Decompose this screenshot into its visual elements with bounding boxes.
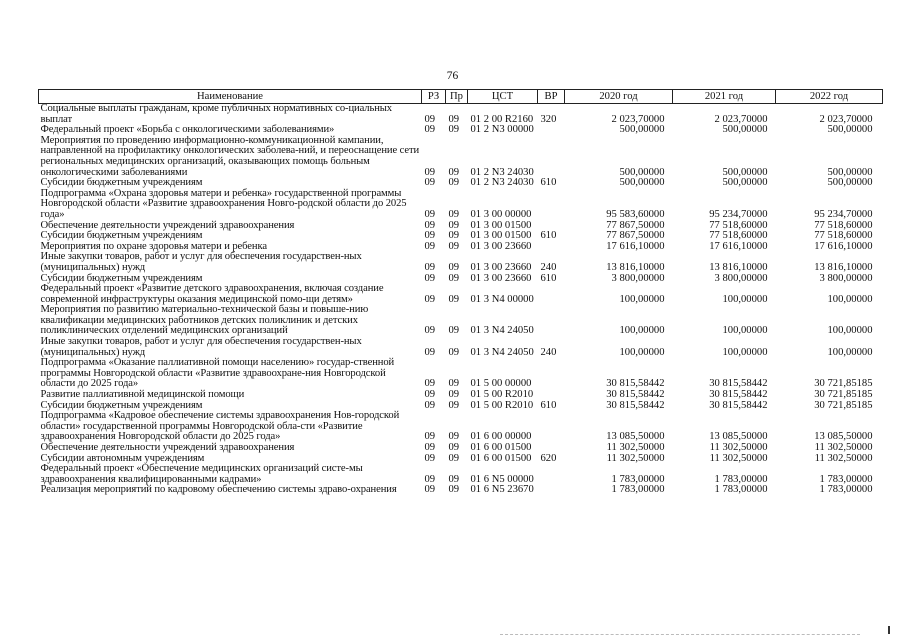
col-header-2022: 2022 год bbox=[776, 90, 883, 104]
table-row bbox=[39, 104, 883, 126]
row-name: Обеспечение деятельности учреждений здравоохранения bbox=[40, 219, 295, 231]
row-pr: 09 bbox=[448, 431, 460, 443]
row-2021: 17 616,10000 bbox=[709, 240, 768, 252]
row-pr: 09 bbox=[448, 346, 460, 358]
row-cst: 01 3 N4 24050 bbox=[470, 346, 534, 358]
row-2020: 11 302,50000 bbox=[606, 442, 665, 453]
row-2020: 30 815,58442 bbox=[606, 389, 665, 401]
row-2021: 30 815,58442 bbox=[709, 389, 768, 401]
row-2022: 500,00000 bbox=[827, 166, 873, 178]
row-pr: 09 bbox=[448, 230, 460, 242]
row-2022: 100,00000 bbox=[827, 346, 873, 358]
row-name: Субсидии бюджетным учреждениям bbox=[40, 230, 203, 242]
row-rz: 09 bbox=[424, 325, 436, 337]
row-pr: 09 bbox=[448, 240, 460, 252]
row-cst: 01 5 00 R2010 bbox=[470, 399, 534, 411]
row-vr bbox=[538, 242, 565, 253]
row-2021: 100,00000 bbox=[722, 346, 768, 358]
row-rz: 09 bbox=[424, 177, 436, 189]
col-header-2020: 2020 год bbox=[565, 90, 673, 104]
row-cst: 01 3 N4 00000 bbox=[470, 293, 534, 305]
row-2020: 500,00000 bbox=[619, 124, 665, 136]
row-cst: 01 5 00 R2010 bbox=[470, 389, 534, 401]
row-2020: 30 815,58442 bbox=[606, 378, 665, 390]
row-rz: 09 bbox=[424, 261, 436, 273]
row-name: Мероприятия по проведению информационно-коммуникационной кампании, направленной на профилактику онкологических заболева-ний, и переоснащение сети региональных медицинских организаций, оказывающих помощь больным онкологическими заболеваниями bbox=[40, 134, 420, 178]
row-2022: 95 234,70000 bbox=[814, 208, 873, 220]
row-2022: 1 783,00000 bbox=[819, 473, 873, 485]
row-cst: 01 6 N5 00000 bbox=[470, 473, 534, 485]
row-vr bbox=[538, 358, 565, 390]
row-2022: 13 085,50000 bbox=[814, 431, 873, 443]
row-name: Обеспечение деятельности учреждений здравоохранения bbox=[40, 442, 295, 453]
row-pr: 09 bbox=[448, 208, 460, 220]
row-name: Мероприятия по охране здоровья матери и ребенка bbox=[40, 240, 267, 252]
row-name: Субсидии бюджетным учреждениям bbox=[40, 399, 203, 411]
row-name: Иные закупки товаров, работ и услуг для обеспечения государствен-ных (муниципальных) нужд bbox=[40, 336, 362, 358]
row-2020: 2 023,70000 bbox=[611, 113, 665, 125]
row-rz: 09 bbox=[424, 431, 436, 443]
row-vr: 240 bbox=[540, 346, 557, 358]
row-name: Федеральный проект «Обеспечение медицинских организаций систе-мы здравоохранения квалифицированными кадрами» bbox=[40, 463, 363, 485]
row-vr: 610 bbox=[540, 177, 557, 189]
row-cst: 01 3 00 01500 bbox=[470, 219, 532, 231]
col-header-vr: ВР bbox=[538, 90, 565, 104]
table-row bbox=[39, 252, 883, 273]
row-pr: 09 bbox=[448, 473, 460, 485]
row-name: Социальные выплаты гражданам, кроме публичных нормативных со-циальных выплат bbox=[40, 103, 392, 125]
table-row bbox=[39, 189, 883, 221]
row-2021: 500,00000 bbox=[722, 124, 768, 136]
row-rz: 09 bbox=[424, 389, 436, 401]
row-2022: 30 721,85185 bbox=[814, 399, 873, 411]
col-header-pr: Пр bbox=[446, 90, 468, 104]
row-vr bbox=[538, 305, 565, 337]
row-vr bbox=[538, 284, 565, 305]
row-pr: 09 bbox=[448, 177, 460, 189]
row-2020: 1 783,00000 bbox=[611, 484, 665, 496]
row-2020: 100,00000 bbox=[619, 346, 665, 358]
row-name: Подпрограмма «Оказание паллиативной помощи населению» государ-ственной программы Новгородской области «Развитие здравоохране-ния Новгородской области до 2025 года» bbox=[40, 357, 395, 390]
row-cst: 01 3 00 23660 bbox=[470, 240, 532, 252]
scan-artifact-line bbox=[500, 634, 860, 635]
row-name: Развитие паллиативной медицинской помощи bbox=[40, 389, 245, 401]
row-2022: 77 518,60000 bbox=[814, 219, 873, 231]
row-2020: 3 800,00000 bbox=[611, 272, 665, 284]
row-2020: 100,00000 bbox=[619, 293, 665, 305]
row-2022: 3 800,00000 bbox=[819, 272, 873, 284]
row-cst: 01 6 00 00000 bbox=[470, 431, 532, 443]
row-2021: 2 023,70000 bbox=[714, 113, 768, 125]
row-vr bbox=[538, 443, 565, 454]
row-2020: 95 583,60000 bbox=[606, 208, 665, 220]
row-2022: 100,00000 bbox=[827, 325, 873, 337]
row-cst: 01 2 N3 24030 bbox=[470, 177, 534, 189]
row-2020: 77 867,50000 bbox=[606, 219, 665, 231]
row-2021: 77 518,60000 bbox=[709, 230, 768, 242]
row-cst: 01 6 N5 23670 bbox=[470, 484, 534, 496]
row-name: Подпрограмма «Кадровое обеспечение системы здравоохранения Нов-городской области» государственной программы Новгородской обла-сти «Развитие здравоохранения Новгородской области до 2025 года» bbox=[40, 410, 400, 443]
row-name: Подпрограмма «Охрана здоровья матери и ребенка» государственной программы Новгородской области «Развитие здравоохранения Новго-родской области до 2025 года» bbox=[40, 187, 407, 220]
row-cst: 01 6 00 01500 bbox=[470, 452, 532, 464]
row-2021: 11 302,50000 bbox=[709, 442, 768, 453]
row-vr bbox=[538, 125, 565, 136]
row-pr: 09 bbox=[448, 124, 460, 136]
row-pr: 09 bbox=[448, 293, 460, 305]
row-2022: 13 816,10000 bbox=[814, 261, 873, 273]
row-pr: 09 bbox=[448, 113, 460, 125]
row-2020: 500,00000 bbox=[619, 166, 665, 178]
row-2021: 500,00000 bbox=[722, 177, 768, 189]
row-cst: 01 3 N4 24050 bbox=[470, 325, 534, 337]
row-2022: 1 783,00000 bbox=[819, 484, 873, 496]
row-2021: 1 783,00000 bbox=[714, 484, 768, 496]
row-rz: 09 bbox=[424, 473, 436, 485]
row-cst: 01 2 N3 00000 bbox=[470, 124, 534, 136]
row-rz: 09 bbox=[424, 272, 436, 284]
row-2021: 13 816,10000 bbox=[709, 261, 768, 273]
page-number: 76 bbox=[446, 70, 459, 82]
row-rz: 09 bbox=[424, 219, 436, 231]
row-2020: 100,00000 bbox=[619, 325, 665, 337]
row-name: Федеральный проект «Развитие детского здравоохранения, включая создание современной инфраструктуры оказания медицинской помо-щи детям» bbox=[40, 283, 384, 305]
row-vr bbox=[538, 411, 565, 443]
row-rz: 09 bbox=[424, 484, 436, 496]
row-vr: 610 bbox=[540, 272, 557, 284]
row-rz: 09 bbox=[424, 378, 436, 390]
row-name: Субсидии автономным учреждениям bbox=[40, 452, 205, 464]
row-2022: 100,00000 bbox=[827, 293, 873, 305]
row-2020: 13 816,10000 bbox=[606, 261, 665, 273]
row-rz: 09 bbox=[424, 113, 436, 125]
row-2021: 95 234,70000 bbox=[709, 208, 768, 220]
table-row bbox=[39, 358, 883, 390]
row-2021: 500,00000 bbox=[722, 166, 768, 178]
row-2021: 11 302,50000 bbox=[709, 452, 768, 464]
row-name: Субсидии бюджетным учреждениям bbox=[40, 177, 203, 189]
scan-artifact-mark bbox=[888, 626, 890, 634]
row-pr: 09 bbox=[448, 378, 460, 390]
row-pr: 09 bbox=[448, 219, 460, 231]
row-cst: 01 3 00 23660 bbox=[470, 272, 532, 284]
row-rz: 09 bbox=[424, 442, 436, 453]
table-row bbox=[39, 443, 883, 454]
col-header-rz: РЗ bbox=[422, 90, 446, 104]
row-name: Иные закупки товаров, работ и услуг для обеспечения государствен-ных (муниципальных) нужд bbox=[40, 251, 362, 273]
row-pr: 09 bbox=[448, 442, 460, 453]
row-rz: 09 bbox=[424, 166, 436, 178]
row-2022: 11 302,50000 bbox=[814, 452, 873, 464]
row-cst: 01 2 00 R2160 bbox=[470, 113, 534, 125]
row-2020: 77 867,50000 bbox=[606, 230, 665, 242]
row-2021: 77 518,60000 bbox=[709, 219, 768, 231]
row-pr: 09 bbox=[448, 452, 460, 464]
row-pr: 09 bbox=[448, 399, 460, 411]
row-pr: 09 bbox=[448, 166, 460, 178]
col-header-2021: 2021 год bbox=[673, 90, 776, 104]
row-2022: 17 616,10000 bbox=[814, 240, 873, 252]
row-2022: 2 023,70000 bbox=[819, 113, 873, 125]
row-2020: 500,00000 bbox=[619, 177, 665, 189]
row-2021: 1 783,00000 bbox=[714, 473, 768, 485]
row-cst: 01 3 00 00000 bbox=[470, 208, 532, 220]
row-2020: 17 616,10000 bbox=[606, 240, 665, 252]
table-row bbox=[39, 136, 883, 178]
row-name: Федеральный проект «Борьба с онкологическими заболеваниями» bbox=[40, 124, 335, 136]
row-pr: 09 bbox=[448, 272, 460, 284]
table-row bbox=[39, 305, 883, 337]
col-header-name: Наименование bbox=[39, 90, 422, 104]
row-2021: 100,00000 bbox=[722, 325, 768, 337]
row-vr: 610 bbox=[540, 399, 557, 411]
row-rz: 09 bbox=[424, 230, 436, 242]
row-cst: 01 2 N3 24030 bbox=[470, 166, 534, 178]
row-pr: 09 bbox=[448, 484, 460, 496]
row-rz: 09 bbox=[424, 293, 436, 305]
row-rz: 09 bbox=[424, 452, 436, 464]
row-vr bbox=[538, 189, 565, 221]
row-2021: 3 800,00000 bbox=[714, 272, 768, 284]
row-vr bbox=[538, 464, 565, 485]
row-cst: 01 3 00 01500 bbox=[470, 230, 532, 242]
row-2021: 13 085,50000 bbox=[709, 431, 768, 443]
header-row bbox=[39, 90, 883, 104]
row-name: Субсидии бюджетным учреждениям bbox=[40, 272, 203, 284]
row-vr: 240 bbox=[540, 261, 557, 273]
row-2022: 77 518,60000 bbox=[814, 230, 873, 242]
row-2020: 30 815,58442 bbox=[606, 399, 665, 411]
row-cst: 01 6 00 01500 bbox=[470, 442, 532, 453]
row-rz: 09 bbox=[424, 124, 436, 136]
row-name: Мероприятия по развитию материально-технической базы и повыше-нию квалификации медицинских работников детских поликлиник и детских поликлинических отделений медицинских организаций bbox=[40, 304, 369, 337]
row-2022: 30 721,85185 bbox=[814, 378, 873, 390]
row-vr: 320 bbox=[540, 113, 557, 125]
row-pr: 09 bbox=[448, 389, 460, 401]
row-rz: 09 bbox=[424, 240, 436, 252]
row-pr: 09 bbox=[448, 325, 460, 337]
row-2022: 11 302,50000 bbox=[814, 442, 873, 453]
table-row bbox=[39, 411, 883, 443]
col-header-cst: ЦСТ bbox=[468, 90, 538, 104]
table-body bbox=[39, 104, 883, 496]
row-2020: 1 783,00000 bbox=[611, 473, 665, 485]
row-vr: 620 bbox=[540, 452, 557, 464]
row-2022: 500,00000 bbox=[827, 177, 873, 189]
row-2021: 30 815,58442 bbox=[709, 378, 768, 390]
row-pr: 09 bbox=[448, 261, 460, 273]
table-row bbox=[39, 337, 883, 358]
row-2022: 500,00000 bbox=[827, 124, 873, 136]
budget-table bbox=[38, 89, 883, 496]
row-2020: 13 085,50000 bbox=[606, 431, 665, 443]
table-row bbox=[39, 284, 883, 305]
row-rz: 09 bbox=[424, 208, 436, 220]
row-2022: 30 721,85185 bbox=[814, 389, 873, 401]
row-cst: 01 3 00 23660 bbox=[470, 261, 532, 273]
row-2021: 100,00000 bbox=[722, 293, 768, 305]
row-rz: 09 bbox=[424, 346, 436, 358]
row-2021: 30 815,58442 bbox=[709, 399, 768, 411]
row-cst: 01 5 00 00000 bbox=[470, 378, 532, 390]
table-row bbox=[39, 485, 883, 496]
row-vr bbox=[538, 485, 565, 496]
row-2020: 11 302,50000 bbox=[606, 452, 665, 464]
table-row bbox=[39, 464, 883, 485]
row-vr: 610 bbox=[540, 230, 557, 242]
row-name: Реализация мероприятий по кадровому обеспечению системы здраво-охранения bbox=[40, 484, 397, 496]
row-rz: 09 bbox=[424, 399, 436, 411]
row-vr bbox=[538, 136, 565, 178]
